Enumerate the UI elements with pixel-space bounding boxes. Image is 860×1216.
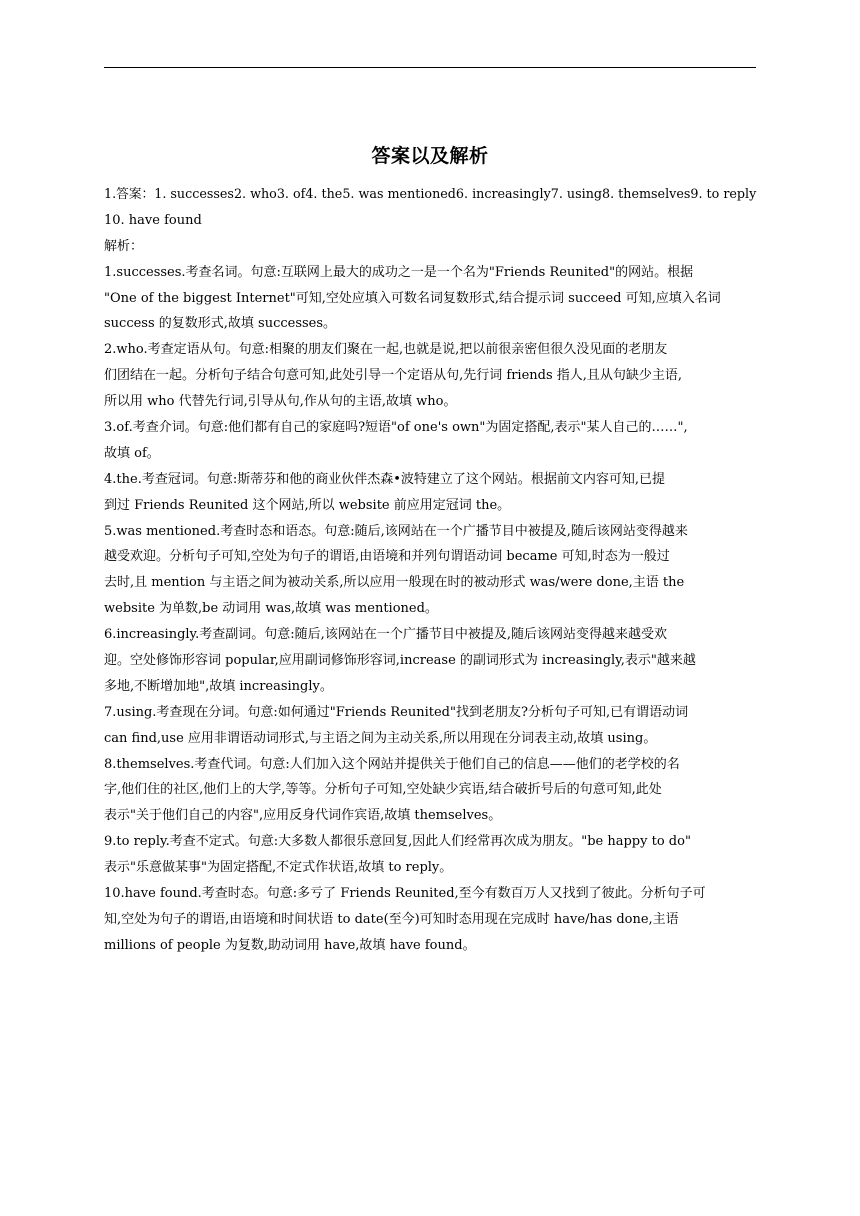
text-line: 迎。空处修饰形容词 popular,应用副词修饰形容词,increase 的副词形式为 increasingly,表示"越来越 xyxy=(104,653,696,669)
answer-explanation-body xyxy=(104,182,756,959)
text-line: success 的复数形式,故填 successes。 xyxy=(104,316,337,332)
text-line: 表示"关于他们自己的内容",应用反身代词作宾语,故填 themselves。 xyxy=(104,808,502,824)
text-line: 到过 Friends Reunited 这个网站,所以 website 前应用定冠词 the。 xyxy=(104,497,511,513)
text-line: 5.was mentioned.考查时态和语态。句意:随后,该网站在一个广播节目中被提及,随后该网站变得越来 xyxy=(104,523,688,539)
text-line: 故填 of。 xyxy=(104,445,160,461)
text-line: 2.who.考查定语从句。句意:相聚的朋友们聚在一起,也就是说,把以前很亲密但很久没见面的老朋友 xyxy=(104,342,668,358)
text-line: 多地,不断增加地",故填 increasingly。 xyxy=(104,678,333,694)
text-line: 7.using.考查现在分词。句意:如何通过"Friends Reunited"找到老朋友?分析句子可知,已有谓语动词 xyxy=(104,704,689,720)
text-line: 10. have found xyxy=(104,212,202,228)
text-line: 越受欢迎。分析句子可知,空处为句子的谓语,由语境和并列句谓语动词 became 可知,时态为一般过 xyxy=(104,549,670,565)
text-line: 10.have found.考查时态。句意:多亏了 Friends Reunited,至今有数百万人又找到了彼此。分析句子可 xyxy=(104,886,706,902)
text-line: can find,use 应用非谓语动词形式,与主语之间为主动关系,所以用现在分词表主动,故填 using。 xyxy=(104,730,657,746)
text-line: 1.答案：1. successes2. who3. of4. the5. was mentioned6. increasingly7. using8. themselves9. to reply xyxy=(104,187,757,202)
document-title: 答案以及解析 xyxy=(371,145,489,167)
text-line: website 为单数,be 动词用 was,故填 was mentioned。 xyxy=(104,601,438,617)
text-line: 8.themselves.考查代词。句意:人们加入这个网站并提供关于他们自己的信息——他们的老学校的名 xyxy=(104,756,680,772)
text-line: 知,空处为句子的谓语,由语境和时间状语 to date(至今)可知时态用现在完成时 have/has done,主语 xyxy=(104,911,679,927)
text-line: 去时,且 mention 与主语之间为被动关系,所以应用一般现在时的被动形式 was/were done,主语 the xyxy=(104,575,685,591)
header-rule xyxy=(104,67,756,68)
text-line: 所以用 who 代替先行词,引导从句,作从句的主语,故填 who。 xyxy=(104,394,457,410)
text-line: 4.the.考查冠词。句意:斯蒂芬和他的商业伙伴杰森•波特建立了这个网站。根据前文内容可知,已提 xyxy=(104,471,666,487)
text-line: 解析： xyxy=(104,238,144,254)
text-line: "One of the biggest Internet"可知,空处应填入可数名词复数形式,结合提示词 succeed 可知,应填入名词 xyxy=(104,290,721,306)
text-line: 表示"乐意做某事"为固定搭配,不定式作状语,故填 to reply。 xyxy=(104,860,453,876)
text-line: 们团结在一起。分析句子结合句意可知,此处引导一个定语从句,先行词 friends 指人,且从句缺少主语, xyxy=(104,368,683,384)
text-line: 1.successes.考查名词。句意:互联网上最大的成功之一是一个名为"Friends Reunited"的网站。根据 xyxy=(104,264,694,280)
text-line: 9.to reply.考查不定式。句意:大多数人都很乐意回复,因此人们经常再次成为朋友。"be happy to do" xyxy=(104,834,691,850)
text-line: 字,他们住的社区,他们上的大学,等等。分析句子可知,空处缺少宾语,结合破折号后的句意可知,此处 xyxy=(104,782,662,798)
text-line: 6.increasingly.考查副词。句意:随后,该网站在一个广播节目中被提及,随后该网站变得越来越受欢 xyxy=(104,627,667,643)
text-line: millions of people 为复数,助动词用 have,故填 have found。 xyxy=(104,937,476,953)
text-line: 3.of.考查介词。句意:他们都有自己的家庭吗?短语"of one's own"为固定搭配,表示"某人自己的……", xyxy=(104,420,688,436)
